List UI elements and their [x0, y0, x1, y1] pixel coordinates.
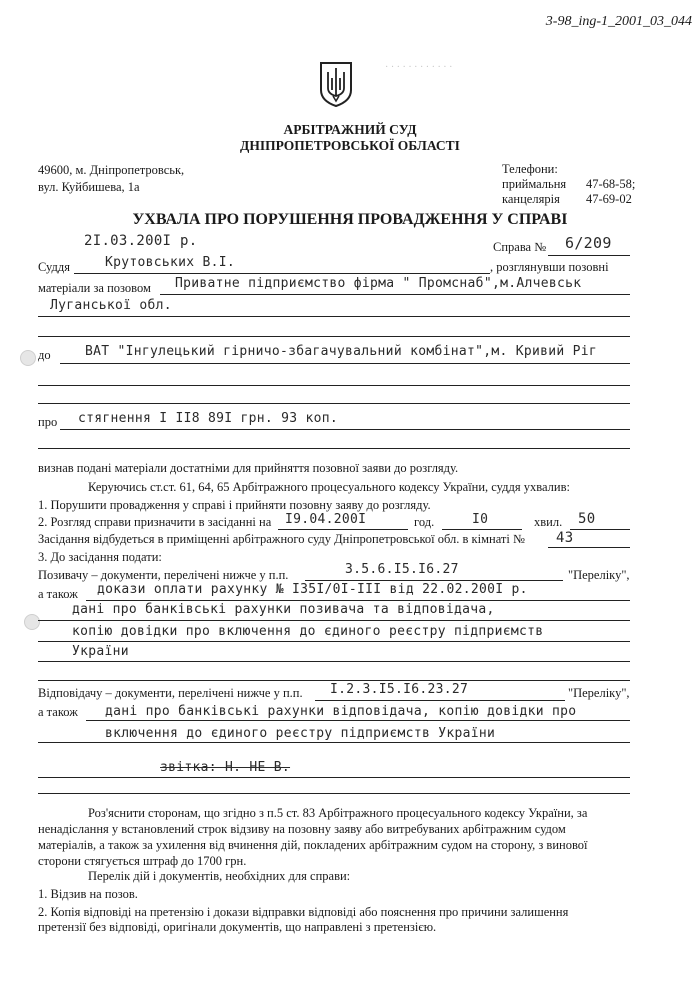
blank-line [38, 680, 630, 681]
plaintiff-line-1: Приватне підприємство фірма " Промснаб",м.Алчевськ [175, 276, 582, 291]
judge-name: Крутовських В.І. [105, 255, 236, 270]
blank-line [38, 385, 630, 386]
claim-subject: стягнення I II8 89I грн. 93 коп. [78, 411, 339, 426]
plaintiff-docs-items: 3.5.6.I5.I6.27 [345, 562, 459, 577]
plaintiff-extra-3: копію довідки про включення до єдиного реєстру підприємств [72, 624, 544, 639]
defendant-extra-line-1 [86, 720, 630, 721]
explanation-line-2: ненадіслання у встановлений строк відзиву на позовну заяву або витребуваних арбітражним судом [38, 822, 566, 836]
court-address [38, 162, 184, 196]
room-line [548, 547, 630, 548]
hour-label: год. [414, 515, 435, 529]
document-id: 3-98_ing-1_2001_03_044 [545, 14, 692, 29]
plaintiff-extra-1: докази оплати рахунку № I35I/0I-III від 22.02.200I р. [97, 582, 528, 597]
explanation-line-4: сторони стягується штраф до 1700 грн. [38, 854, 247, 868]
about-label: про [38, 415, 58, 429]
room-number: 43 [556, 530, 574, 546]
also-label-2: а також [38, 705, 78, 719]
defendant-name: ВАТ "Інгулецький гірничо-збагачувальний комбінат",м. Кривий Ріг [85, 344, 597, 359]
item-1: 1. Порушити провадження у справі і прийняти позовну заяву до розгляду. [38, 498, 431, 512]
subject-underline [60, 429, 630, 430]
list-item-2b: претензії без відповіді, оригінали документів, що направлені з претензією. [38, 920, 437, 934]
defendant-underline [60, 363, 630, 364]
judge-suffix: , розглянувши позовні [490, 260, 609, 274]
case-number: 6/209 [565, 234, 612, 252]
phone-office: 47-69-02 [586, 192, 632, 206]
hour-value: I0 [472, 512, 489, 527]
defendant-extra-3: звітка: Н. НЕ В. [160, 760, 291, 775]
minute-label: хвил. [534, 515, 563, 529]
plaintiff-underline-1 [160, 294, 630, 295]
explanation-line-3: матеріалів, а також за ухилення від вчинення дій, покладених арбітражним судом на сторону, з винової [38, 838, 588, 852]
recognized-text: визнав подані матеріали достатніми для прийняття позовної заяви до розгляду. [38, 461, 459, 475]
blank-line [38, 336, 630, 337]
plaintiff-underline-2 [38, 316, 630, 317]
phone-reception-label: приймальня [502, 177, 567, 191]
room-text: Засідання відбудеться в приміщенні арбітражного суду Дніпропетровської обл. в кімнаті № [38, 532, 525, 546]
list-title: Перелік дій і документів, необхідних для справи: [88, 869, 351, 883]
explanation-line-1: Роз'яснити сторонам, що згідно з п.5 ст. 83 Арбітражного процесуального кодексу України, за [88, 806, 588, 820]
minute-line [570, 529, 630, 530]
blank-line [38, 403, 630, 404]
punch-hole-icon [24, 614, 40, 630]
list-word: "Переліку", [568, 568, 630, 582]
defendant-extra-line-3 [38, 777, 630, 778]
court-name [0, 122, 700, 154]
hour-line [442, 529, 522, 530]
defendant-docs-label: Відповідачу – документи, перелічені нижче у п.п. [38, 686, 303, 700]
plaintiff-extra-line-2 [38, 620, 630, 621]
court-name-line-2: ДНІПРОПЕТРОВСЬКОЇ ОБЛАСТІ [240, 138, 460, 153]
plaintiff-extra-line-3 [38, 641, 630, 642]
defendant-docs-items: I.2.3.I5.I6.23.27 [330, 682, 469, 697]
bleed-through-mark: · · · · · · · · · · · · [385, 62, 453, 73]
list-item-2a: 2. Копія відповіді на претензію і докази відправки відповіді або пояснення про причини залишення [38, 905, 569, 919]
plaintiff-extra-line-4 [38, 661, 630, 662]
hearing-date: I9.04.200I [285, 512, 367, 527]
item-3: 3. До засідання подати: [38, 550, 162, 564]
defendant-docs-line [315, 700, 565, 701]
list-item-1: 1. Відзив на позов. [38, 887, 138, 901]
plaintiff-line-2: Луганської обл. [50, 298, 172, 313]
document-title: УХВАЛА ПРО ПОРУШЕННЯ ПРОВАДЖЕННЯ У СПРАВІ [132, 211, 568, 228]
phone-office-label: канцелярія [502, 192, 560, 206]
case-number-line [548, 255, 630, 256]
guided-text: Керуючись ст.ст. 61, 64, 65 Арбітражного процесуального кодексу України, суддя ухвалив: [88, 480, 570, 494]
hearing-date-line [278, 529, 408, 530]
blank-line [38, 793, 630, 794]
address-line-2: вул. Куйбишева, 1а [38, 180, 140, 194]
plaintiff-extra-line-1 [86, 600, 630, 601]
blank-line [38, 448, 630, 449]
court-name-line-1: АРБІТРАЖНИЙ СУД [283, 122, 417, 137]
trident-emblem-icon [318, 60, 354, 108]
plaintiff-docs-line [305, 580, 563, 581]
minute-value: 50 [578, 511, 596, 527]
plaintiff-extra-4: України [72, 644, 129, 659]
plaintiff-docs-label: Позивачу – документи, перелічені нижче у п.п. [38, 568, 289, 582]
punch-hole-icon [20, 350, 36, 366]
also-label: а також [38, 587, 78, 601]
defendant-extra-2: включення до єдиного реєстру підприємств України [105, 726, 496, 741]
judge-line [74, 273, 490, 274]
item-2-label: 2. Розгляд справи призначити в засіданні на [38, 515, 272, 529]
defendant-extra-1: дані про банківські рахунки відповідача, копію довідки про [105, 704, 577, 719]
list-word-2: "Переліку", [568, 686, 630, 700]
plaintiff-extra-2: дані про банківські рахунки позивача та відповідача, [72, 602, 495, 617]
explanation-paragraph [38, 805, 638, 869]
case-label: Справа № [493, 240, 547, 254]
judge-label: Суддя [38, 260, 70, 274]
decision-date: 2I.03.200I р. [84, 233, 198, 249]
phones-label: Телефони: [502, 162, 558, 176]
to-label: до [38, 348, 51, 362]
phone-reception: 47-68-58; [586, 177, 636, 191]
address-line-1: 49600, м. Дніпропетровськ, [38, 163, 185, 177]
defendant-extra-line-2 [38, 742, 630, 743]
materials-label: матеріали за позовом [38, 281, 151, 295]
